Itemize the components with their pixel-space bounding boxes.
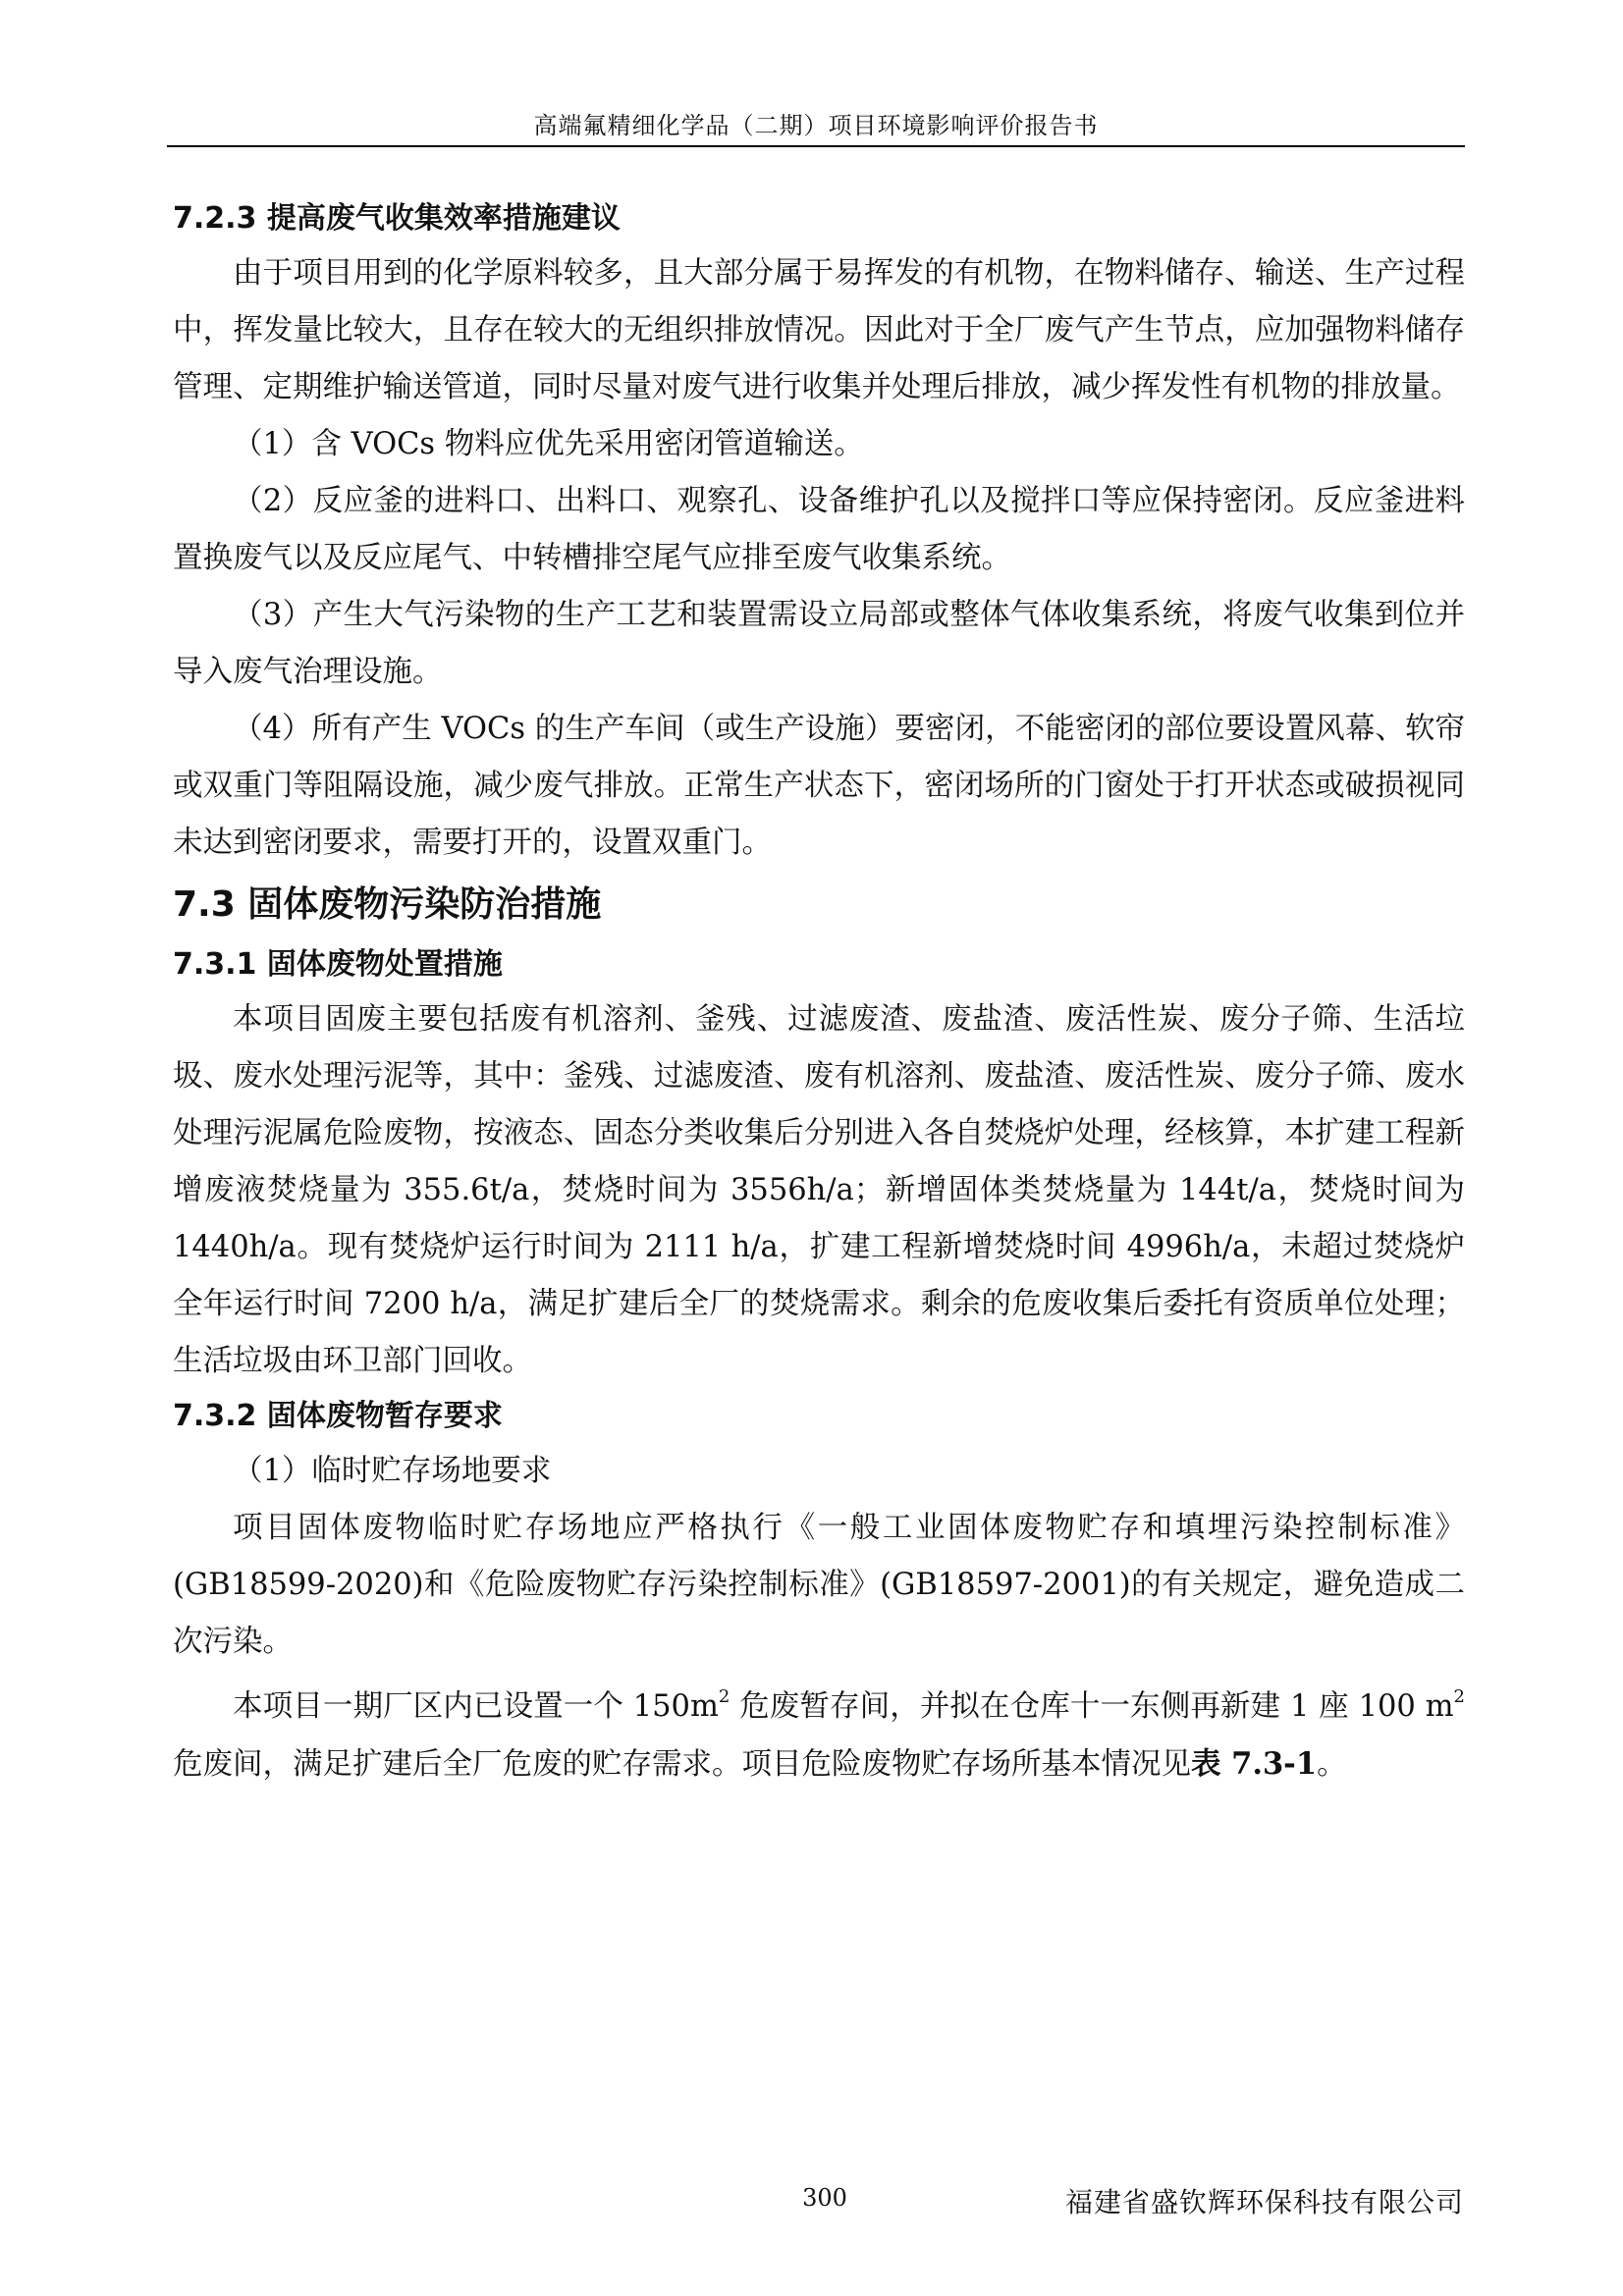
section-heading-7-3: 7.3 固体废物污染防治措施	[173, 884, 602, 925]
section-7-3-1-body: 本项目固废主要包括废有机溶剂、釜残、过滤废渣、废盐渣、废活性炭、废分子筛、生活垃圾、废水处理污泥等，其中：釜残、过滤废渣、废有机溶剂、废盐渣、废活性炭、废分子筛、废水处理污泥属危险废物，按液态、固态分类收集后分别进入各自焚烧炉处理，经核算，本扩建工程新增废液焚烧量为 355.6t/a，焚烧时间为 3556h/a；新增固体类焚烧量为 144t/a，焚烧时间为 1440h/a。现有焚烧炉运行时间为 2111 h/a，扩建工程新增焚烧时间 4996h/a，未超过焚烧炉全年运行时间 7200 h/a，满足扩建后全厂的焚烧需求。剩余的危废收集后委托有资质单位处理；生活垃圾由环卫部门回收。	[173, 1002, 1465, 1378]
header-rule	[167, 145, 1465, 147]
superscript-2: 2	[1453, 1686, 1465, 1707]
section-heading-7-3-2: 7.3.2 固体废物暂存要求	[173, 1399, 503, 1433]
para-2-text-c: 危废间，满足扩建后全厂危废的贮存需求。项目危险废物贮存场所基本情况见	[173, 1747, 1191, 1782]
section-7-2-3-item-2: （2）反应釜的进料口、出料口、观察孔、设备维护孔以及搅拌口等应保持密闭。反应釜进料置换废气以及反应尾气、中转槽排空尾气应排至废气收集系统。	[173, 484, 1465, 575]
section-7-2-3-item-1: （1）含 VOCs 物料应优先采用密闭管道输送。	[233, 427, 864, 461]
para-2-text-end: 。	[1317, 1747, 1347, 1782]
section-heading-7-2-3: 7.2.3 提高废气收集效率措施建议	[173, 201, 621, 236]
table-reference: 表 7.3-1	[1191, 1746, 1318, 1782]
section-7-3-2-para-1: 项目固体废物临时贮存场地应严格执行《一般工业固体废物贮存和填埋污染控制标准》(GB18599-2020)和《危险废物贮存污染控制标准》(GB18597-2001)的有关规定，避免造成二次污染。	[173, 1511, 1465, 1659]
section-7-2-3-intro: 由于项目用到的化学原料较多，且大部分属于易挥发的有机物，在物料储存、输送、生产过程中，挥发量比较大，且存在较大的无组织排放情况。因此对于全厂废气产生节点，应加强物料储存管理、定期维护输送管道，同时尽量对废气进行收集并处理后排放，减少挥发性有机物的排放量。	[173, 256, 1465, 404]
section-7-2-3-item-3: （3）产生大气污染物的生产工艺和装置需设立局部或整体气体收集系统，将废气收集到位并导入废气治理设施。	[173, 598, 1465, 689]
section-7-2-3-item-4: （4）所有产生 VOCs 的生产车间（或生产设施）要密闭，不能密闭的部位要设置风幕、软帘或双重门等阻隔设施，减少废气排放。正常生产状态下，密闭场所的门窗处于打开状态或破损视同未达到密闭要求，需要打开的，设置双重门。	[173, 712, 1465, 860]
section-heading-7-3-1: 7.3.1 固体废物处置措施	[173, 947, 503, 982]
document-body	[173, 192, 1465, 1793]
section-7-3-2-para-2	[173, 1679, 1465, 1793]
page-number: 300	[802, 2184, 847, 2212]
section-7-3-2-item-1: （1）临时贮存场地要求	[233, 1454, 552, 1488]
page-header-title: 高端氟精细化学品（二期）项目环境影响评价报告书	[533, 112, 1099, 139]
footer-company: 福建省盛钦辉环保科技有限公司	[1064, 2186, 1464, 2218]
superscript-2: 2	[718, 1686, 730, 1707]
para-2-text-b: 危废暂存间，并拟在仓库十一东侧再新建 1 座 100 m	[730, 1689, 1454, 1724]
para-2-text-a: 本项目一期厂区内已设置一个 150m	[233, 1689, 719, 1724]
